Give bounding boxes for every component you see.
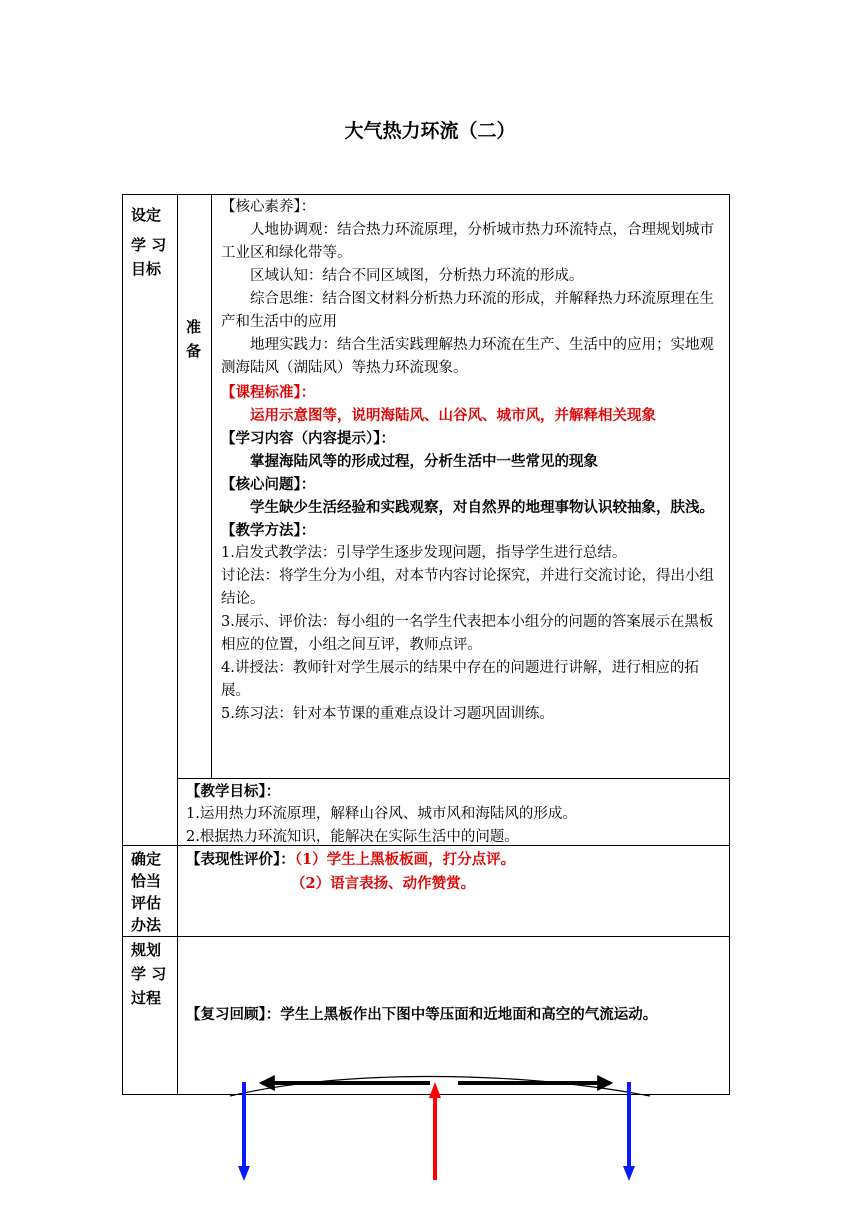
review-text: 学生上黑板作出下图中等压面和近地面和高空的气流运动。: [280, 1006, 658, 1023]
method-heading: 【教学方法】：: [221, 522, 316, 539]
issue-text: 学生缺少生活经验和实践观察，对自然界的地理事物认识较抽象，肤浅。: [250, 499, 714, 516]
core-literacy-item: 人地协调观：结合热力环流原理，分析城市热力环流特点，合理规划城市工业区和绿化带等。: [221, 222, 714, 261]
label-line: 准: [186, 318, 202, 336]
label-line: 学 习: [131, 236, 167, 254]
ascending-arrow-center-head: [429, 1082, 441, 1098]
issue-heading: 【核心问题】：: [221, 476, 316, 493]
core-literacy-item: 综合思维：结合图文材料分析热力环流的形成，并解释热力环流原理在生产和生活中的应用: [221, 291, 714, 330]
method-item: 5.练习法：针对本节课的重难点设计习题巩固训练。: [221, 706, 554, 722]
method-item: 4.讲授法：教师针对学生展示的结果中存在的问题进行讲解，进行相应的拓展。: [221, 660, 699, 699]
goal-item: 2.根据热力环流知识，能解决在实际生活中的问题。: [186, 829, 519, 845]
label-line: 目标: [131, 260, 162, 278]
method-item: 3.展示、评价法：每小组的一名学生代表把本小组分的问题的答案展示在黑板相应的位置，小组之间互评，教师点评。: [221, 614, 714, 653]
label-line: 过程: [131, 989, 162, 1007]
assessment-heading: 【表现性评价】：: [186, 851, 295, 868]
standard-text: 运用示意图等，说明海陆风、山谷风、城市风，并解释相关现象: [250, 407, 656, 424]
core-literacy-item: 地理实践力：结合生活实践理解热力环流在生产、生活中的应用；实地观测海陆风（湖陆风）等热力环流现象。: [221, 337, 714, 376]
label-line: 学 习: [131, 965, 167, 983]
content-heading: 【学习内容（内容提示）】：: [221, 430, 395, 447]
isobar-surface-line: [230, 1076, 650, 1096]
core-literacy-item: 区域认知：结合不同区域图，分析热力环流的形成。: [250, 268, 584, 284]
goal-item: 1.运用热力环流原理，解释山谷风、城市风和海陆风的形成。: [186, 806, 577, 822]
method-item: 讨论法：将学生分为小组，对本节内容讨论探究，并进行交流讨论，得出小组结论。: [221, 568, 714, 607]
descending-arrow-right-head: [623, 1166, 635, 1181]
label-line: 设定: [131, 206, 162, 224]
standard-heading: 【课程标准】：: [221, 384, 316, 401]
content-text: 掌握海陆风等的形成过程，分析生活中一些常见的现象: [250, 453, 598, 470]
label-line: 规划: [131, 941, 162, 959]
label-line: 备: [186, 342, 202, 360]
review-heading: 【复习回顾】：: [186, 1006, 281, 1023]
core-literacy-heading: 【核心素养】：: [221, 199, 316, 215]
label-line: 评估: [131, 894, 162, 912]
label-line: 办法: [131, 916, 162, 934]
method-item: 1.启发式教学法：引导学生逐步发现问题，指导学生进行总结。: [221, 545, 627, 561]
label-line: 恰当: [131, 872, 162, 890]
page-title: 大气热力环流（二）: [344, 120, 516, 142]
label-line: 确定: [131, 850, 162, 868]
goal-heading: 【教学目标】：: [186, 783, 281, 800]
descending-arrow-left-head: [238, 1166, 250, 1181]
assessment-item-1: （1）学生上黑板板画，打分点评。: [294, 851, 516, 868]
assessment-item-2: （2）语言表扬、动作赞赏。: [291, 875, 476, 892]
